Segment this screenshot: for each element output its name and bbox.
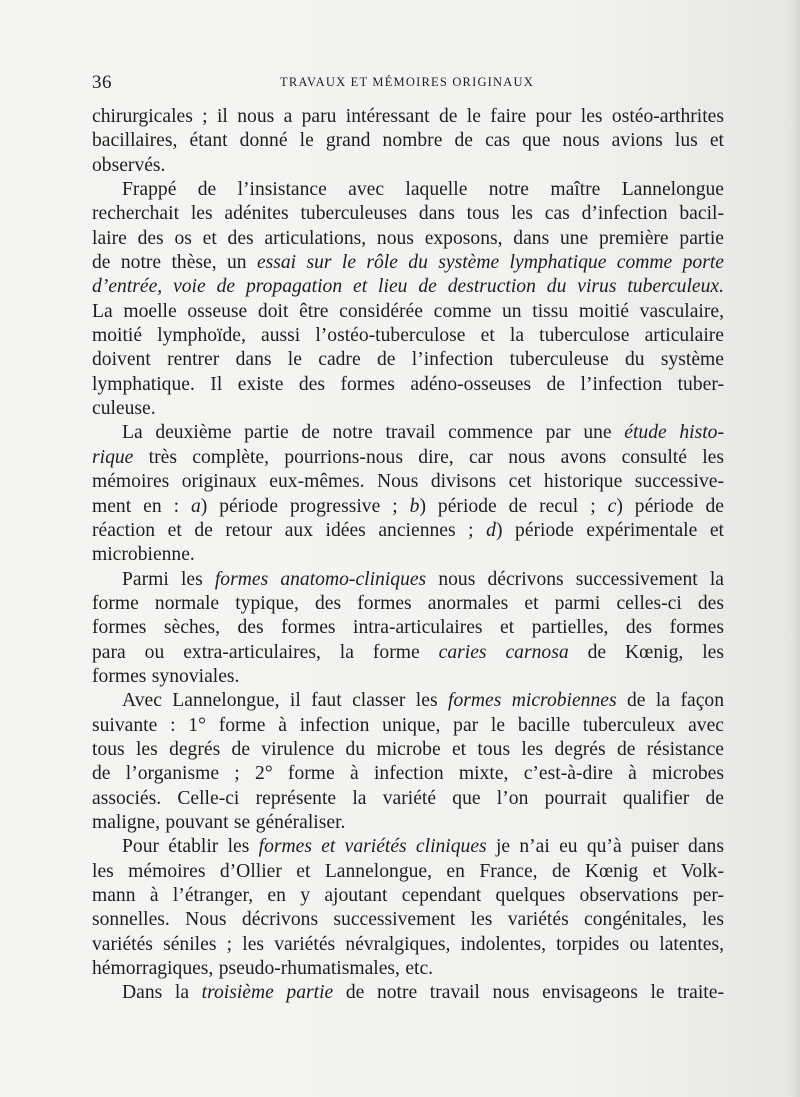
- text-line: [92, 275, 724, 299]
- italic-run: caries carnosa: [438, 641, 569, 663]
- text-line: maligne, pouvant se généraliser.: [92, 811, 346, 833]
- italic-run: formes anatomo-cliniques: [214, 568, 427, 590]
- text-run: Pour établir les: [122, 836, 259, 858]
- text-run: Avec Lannelongue, il faut classer les: [122, 690, 448, 712]
- italic-run: a: [190, 495, 201, 517]
- running-title: TRAVAUX ET MÉMOIRES ORIGINAUX: [280, 75, 534, 89]
- page-edge-shadow: [790, 0, 800, 1097]
- text-run: de notre thèse, un: [92, 252, 257, 274]
- text-line: lymphatique. Il existe des formes adéno-osseuses de l’infection tuber-: [92, 373, 724, 395]
- text-line: sonnelles. Nous décrivons successivement les variétés congénitales, les: [92, 909, 724, 931]
- text-line: recherchait les adénites tuberculeuses dans tous les cas d’infection bacil-: [92, 203, 724, 225]
- text-line: les mémoires d’Ollier et Lannelongue, en France, de Kœnig et Volk-: [92, 860, 724, 882]
- italic-run: d’entrée, voie de propagation et lieu de destruction du virus tuberculeux.: [92, 276, 724, 298]
- text-run: Parmi les: [122, 568, 215, 590]
- text-line: observés.: [92, 154, 166, 176]
- text-run: para ou extra-articulaires, la forme: [92, 641, 439, 663]
- text-line: laire des os et des articulations, nous exposons, dans une première partie: [92, 227, 724, 249]
- text-line: [92, 835, 724, 859]
- text-line: de l’organisme ; 2° forme à infection mixte, c’est-à-dire à microbes: [92, 763, 724, 785]
- text-line: chirurgicales ; il nous a paru intéressant de le faire pour les ostéo-arthrites: [92, 106, 724, 127]
- text-line: formes synoviales.: [92, 665, 240, 687]
- text-line: [92, 981, 724, 1005]
- text-line: [92, 495, 724, 519]
- text-line: [92, 251, 724, 275]
- text-run: ment en :: [92, 495, 191, 517]
- text-run: La deuxième partie de notre travail commence par une: [122, 422, 625, 444]
- italic-run: formes microbiennes: [448, 690, 617, 712]
- text-line: [92, 568, 724, 592]
- italic-run: d: [486, 519, 496, 541]
- text-run: réaction et de retour aux idées anciennes ;: [92, 519, 487, 541]
- text-line: microbienne.: [92, 544, 195, 566]
- text-line: [92, 421, 724, 445]
- text-line: culeuse.: [92, 398, 156, 420]
- text-run: très complète, pourrions-nous dire, car nous avons consulté les: [133, 446, 724, 468]
- text-run: de la façon: [616, 690, 724, 712]
- text-run: ) période progressive ;: [200, 495, 410, 517]
- italic-run: rique: [92, 446, 134, 468]
- text-line: doivent rentrer dans le cadre de l’infection tuberculeuse du système: [92, 349, 724, 371]
- text-run: ) période de: [616, 495, 724, 517]
- italic-run: formes et variétés cliniques: [258, 836, 487, 858]
- text-run: je n’ai eu qu’à puiser dans: [486, 836, 724, 858]
- italic-run: c: [607, 495, 617, 517]
- italic-run: b: [409, 495, 420, 517]
- text-line: forme normale typique, des formes anormales et parmi celles-ci des: [92, 592, 724, 614]
- text-run: nous décrivons successivement la: [426, 568, 724, 590]
- text-line: mémoires originaux eux-mêmes. Nous divisons cet historique successive-: [92, 471, 724, 493]
- text-run: ) période expérimentale et: [495, 519, 724, 541]
- text-run: de notre travail nous envisageons le traite-: [333, 982, 724, 1004]
- italic-run: étude histo-: [624, 422, 724, 444]
- text-line: suivante : 1° forme à infection unique, par le bacille tuberculeux avec: [92, 714, 724, 736]
- text-line: [92, 689, 724, 713]
- italic-run: troisième partie: [201, 982, 334, 1004]
- body-text: [92, 105, 724, 1006]
- text-line: tous les degrés de virulence du microbe et tous les degrés de résistance: [92, 738, 724, 760]
- text-run: Dans la: [122, 982, 202, 1004]
- text-line: [92, 641, 724, 665]
- text-line: associés. Celle-ci représente la variété que l’on pourrait qualifier de: [92, 787, 724, 809]
- text-line: variétés séniles ; les variétés névralgiques, indolentes, torpides ou latentes,: [92, 933, 724, 955]
- page-number: 36: [92, 72, 112, 93]
- text-line: mann à l’étranger, en y ajoutant cependant quelques observations per-: [92, 885, 724, 906]
- italic-run: essai sur le rôle du système lymphatique comme porte: [256, 252, 724, 274]
- text-line: moitié lymphoïde, aussi l’ostéo-tuberculose et la tuberculose articulaire: [92, 325, 724, 347]
- text-run: ) période de recul ;: [419, 495, 608, 517]
- page-header: [92, 72, 722, 94]
- text-line: [92, 519, 724, 543]
- text-line: hémorragiques, pseudo-rhumatismales, etc.: [92, 958, 434, 980]
- text-line: La moelle osseuse doit être considérée comme un tissu moitié vasculaire,: [92, 300, 724, 322]
- text-line: [92, 446, 724, 470]
- text-line: bacillaires, étant donné le grand nombre de cas que nous avions lus et: [92, 130, 724, 152]
- text-line: formes sèches, des formes intra-articulaires et partielles, des formes: [92, 617, 724, 639]
- text-run: de Kœnig, les: [568, 641, 724, 663]
- text-line: Frappé de l’insistance avec laquelle notre maître Lannelongue: [122, 179, 724, 201]
